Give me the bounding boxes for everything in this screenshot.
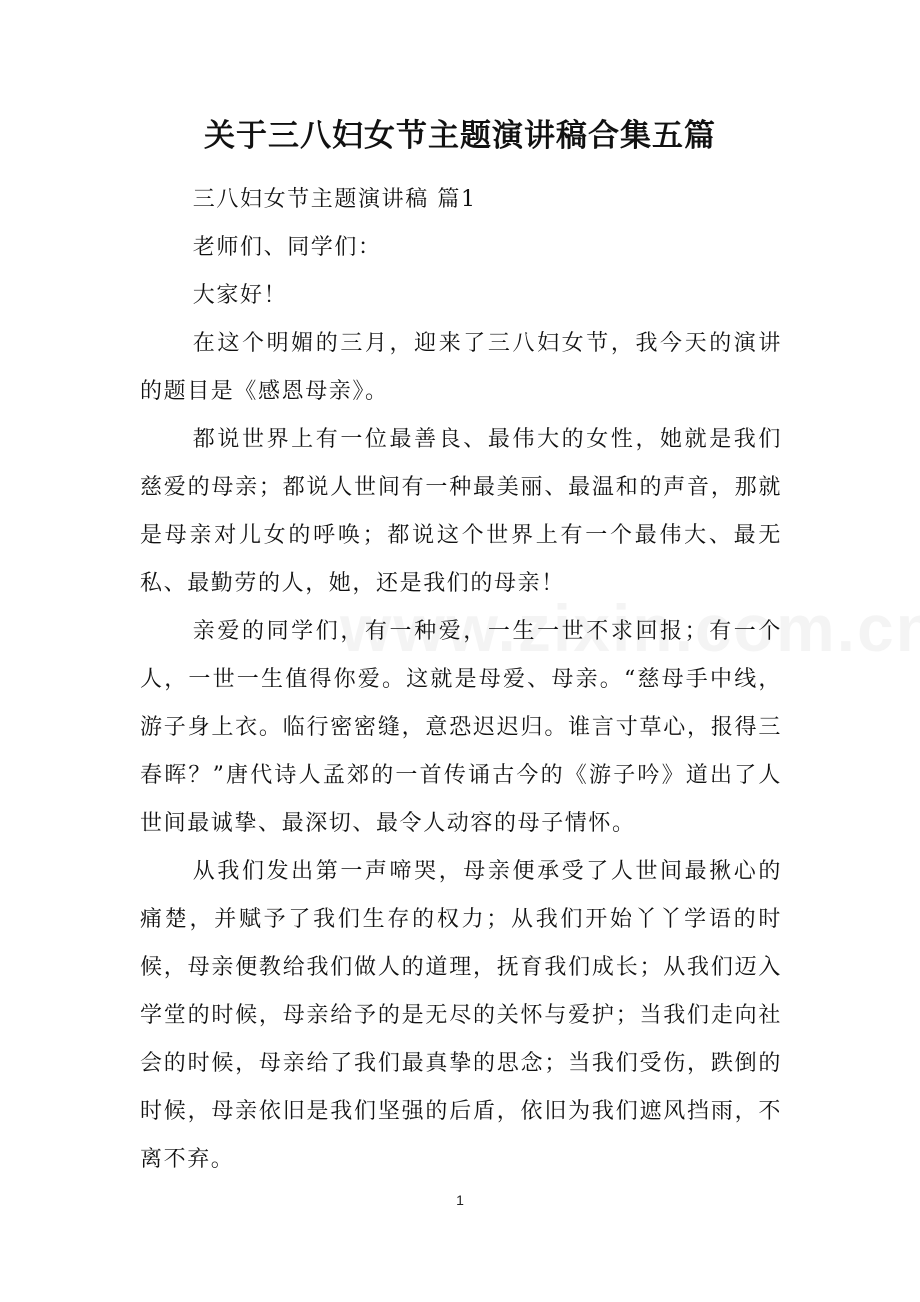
greeting: 大家好！: [192, 283, 288, 308]
body-paragraph: 亲爱的同学们，有一种爱，一生一世不求回报；有一个人，一世一生值得你爱。这就是母爱、母亲。“慈母手中线，游子身上衣。临行密密缝，意恐迟迟归。谁言寸草心，报得三春晖？”唐代诗人孟郊的一首传诵古今的《游子吟》道出了人世间最诚挚、最深切、最令人动容的母子情怀。: [140, 619, 782, 836]
document-title: 关于三八妇女节主题演讲稿合集五篇: [204, 118, 716, 154]
body-paragraph: 都说世界上有一位最善良、最伟大的女性，她就是我们慈爱的母亲；都说人世间有一种最美丽、最温和的声音，那就是母亲对儿女的呼唤；都说这个世界上有一个最伟大、最无私、最勤劳的人，她，还是我们的母亲！: [140, 427, 782, 596]
document-body: [140, 176, 782, 1184]
section-heading: 三八妇女节主题演讲稿 篇1: [192, 187, 477, 212]
body-paragraph: 从我们发出第一声啼哭，母亲便承受了人世间最揪心的痛楚，并赋予了我们生存的权力；从我们开始丫丫学语的时候，母亲便教给我们做人的道理，抚育我们成长；从我们迈入学堂的时候，母亲给予的是无尽的关怀与爱护；当我们走向社会的时候，母亲给了我们最真挚的思念；当我们受伤，跌倒的时候，母亲依旧是我们坚强的后盾，依旧为我们遮风挡雨，不离不弃。: [140, 859, 782, 1172]
salutation: 老师们、同学们：: [192, 235, 382, 260]
body-paragraph: 在这个明媚的三月，迎来了三八妇女节，我今天的演讲的题目是《感恩母亲》。: [140, 331, 782, 404]
page-number: 1: [456, 1192, 464, 1208]
